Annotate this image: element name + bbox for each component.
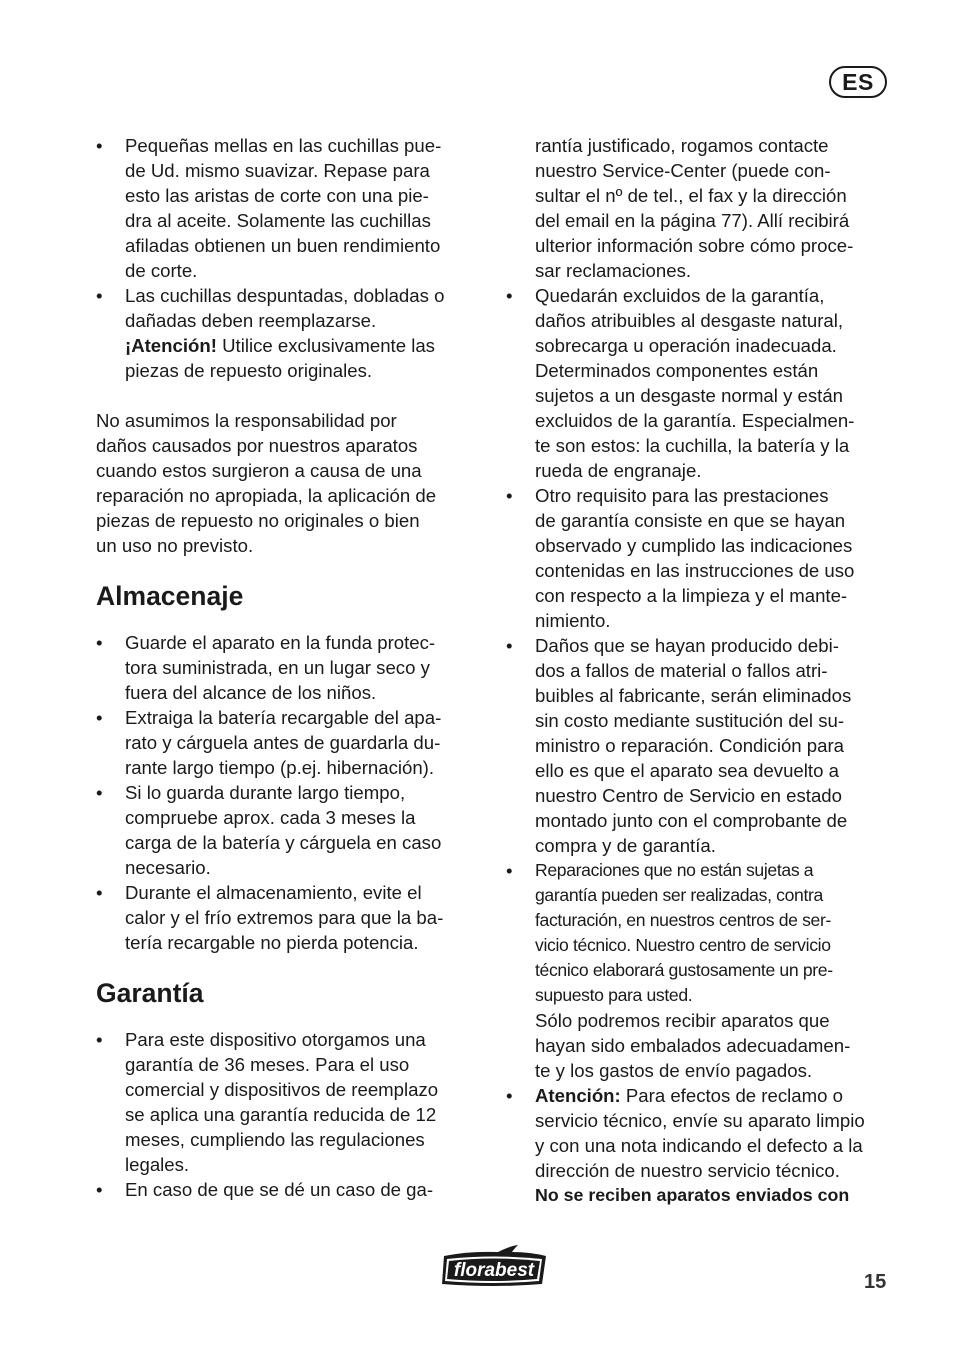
text-line: reparación no apropiada, la aplicación de <box>96 485 437 506</box>
text-line: rante largo tiempo (p.ej. hibernación). <box>125 757 435 778</box>
text-line: ello es que el aparato sea devuelto a <box>535 760 839 781</box>
text-line: de Ud. mismo suavizar. Repase para <box>125 160 430 181</box>
text-line: Utilice exclusivamente las <box>216 335 435 356</box>
right-column <box>506 133 890 1208</box>
text-line: de garantía consiste en que se hayan <box>535 510 846 531</box>
text-line: del email en la página 77). Allí recibirá <box>535 210 850 231</box>
text-line: sultar el nº de tel., el fax y la dirección <box>535 185 847 206</box>
left-column <box>96 133 478 1202</box>
text-line: un uso no previsto. <box>96 535 254 556</box>
text-line: cuando estos surgieron a causa de una <box>96 460 422 481</box>
text-line: rantía justificado, rogamos contacte <box>535 135 829 156</box>
text-line: necesario. <box>125 857 211 878</box>
list-item: • Atención: Para efectos de reclamo o servicio técnico, envíe su aparato limpio y con una nota indicando el defecto a la dirección de nuestro servicio técnico. No se reciben aparatos enviados con <box>506 1083 890 1208</box>
text-line: supuesto para usted. <box>535 985 693 1005</box>
language-badge <box>829 66 887 98</box>
text-line: buibles al fabricante, serán eliminados <box>535 685 852 706</box>
heading-warranty: Garantía <box>96 978 204 1008</box>
text-line: daños atribuibles al desgaste natural, <box>535 310 844 331</box>
list-item: • Guarde el aparato en la funda protec- tora suministrada, en un lugar seco y fuera del alcance de los niños. <box>96 630 478 705</box>
text-line: afiladas obtienen un buen rendimiento <box>125 235 441 256</box>
text-line: tora suministrada, en un lugar seco y <box>125 657 430 678</box>
text-line: Sólo podremos recibir aparatos que <box>535 1010 830 1031</box>
text-line: garantía de 36 meses. Para el uso <box>125 1054 410 1075</box>
text-line: No asumimos la responsabilidad por <box>96 410 397 431</box>
heading-storage: Almacenaje <box>96 581 244 611</box>
list-item: • Otro requisito para las prestaciones de garantía consiste en que se hayan observado y cumplido las indicaciones contenidas en las instrucciones de uso con respecto a la limpieza y el mante- nimiento. <box>506 483 890 633</box>
text-line: rato y cárguela antes de guardarla du- <box>125 732 441 753</box>
text-line: sujetos a un desgaste normal y están <box>535 385 844 406</box>
text-line: dos a fallos de material o fallos atri- <box>535 660 828 681</box>
text-line: garantía pueden ser realizadas, contra <box>535 885 823 905</box>
logo-text: florabest <box>453 1260 535 1281</box>
text-line: piezas de repuesto no originales o bien <box>96 510 420 531</box>
attention-label: ¡Atención! <box>125 335 217 356</box>
text-line: En caso de que se dé un caso de ga- <box>125 1179 434 1200</box>
text-line: técnico elaborará gustosamente un pre- <box>535 960 833 980</box>
text-line: calor y el frío extremos para que la ba- <box>125 907 444 928</box>
text-line: Las cuchillas despuntadas, dobladas o <box>125 285 445 306</box>
text-line: Pequeñas mellas en las cuchillas pue- <box>125 135 442 156</box>
florabest-logo <box>438 1244 550 1288</box>
text-line: Para este dispositivo otorgamos una <box>125 1029 426 1050</box>
text-line: nuestro Centro de Servicio en estado <box>535 785 842 806</box>
text-line: servicio técnico, envíe su aparato limpio <box>535 1110 865 1131</box>
text-line: piezas de repuesto originales. <box>125 360 373 381</box>
list-item: • En caso de que se dé un caso de ga- <box>96 1177 478 1202</box>
text-line: de corte. <box>125 260 198 281</box>
text-line: dirección de nuestro servicio técnico. <box>535 1160 840 1181</box>
text-line: sar reclamaciones. <box>535 260 692 281</box>
text-line: daños causados por nuestros aparatos <box>96 435 418 456</box>
text-line: observado y cumplido las indicaciones <box>535 535 853 556</box>
text-line: hayan sido embalados adecuadamen- <box>535 1035 851 1056</box>
text-line: Reparaciones que no están sujetas a <box>535 860 814 880</box>
text-line: excluidos de la garantía. Especialmen- <box>535 410 855 431</box>
text-line: Quedarán excluidos de la garantía, <box>535 285 825 306</box>
continued-item <box>506 133 890 283</box>
text-line: nimiento. <box>535 610 611 631</box>
text-line: vicio técnico. Nuestro centro de servicio <box>535 935 831 955</box>
text-line: tería recargable no pierda potencia. <box>125 932 419 953</box>
list-item: • Extraiga la batería recargable del apa- rato y cárguela antes de guardarla du- rante largo tiempo (p.ej. hibernación). <box>96 705 478 780</box>
text-line: dra al aceite. Solamente las cuchillas <box>125 210 431 231</box>
text-line: facturación, en nuestros centros de ser- <box>535 910 832 930</box>
text-line: meses, cumpliendo las regulaciones <box>125 1129 425 1150</box>
list-item: • Durante el almacenamiento, evite el calor y el frío extremos para que la ba- tería recargable no pierda potencia. <box>96 880 478 955</box>
bold-text-line: No se reciben aparatos enviados con <box>535 1185 850 1205</box>
liability-paragraph <box>96 408 478 558</box>
text-line: dañadas deben reemplazarse. <box>125 310 377 331</box>
text-line: Determinados componentes están <box>535 360 819 381</box>
text-line: se aplica una garantía reducida de 12 <box>125 1104 437 1125</box>
text-line: Daños que se hayan producido debi- <box>535 635 839 656</box>
list-item: • Quedarán excluidos de la garantía, daños atribuibles al desgaste natural, sobrecarga u operación inadecuada. Determinados componentes están sujetos a un desgaste normal y están excluidos de la garantía. Especialmen- te son estos: la cuchilla, la batería y la rueda de engranaje. <box>506 283 890 483</box>
text-line: carga de la batería y cárguela en caso <box>125 832 442 853</box>
text-line: contenidas en las instrucciones de uso <box>535 560 855 581</box>
attention-label: Atención: <box>535 1085 621 1106</box>
text-line: Extraiga la batería recargable del apa- <box>125 707 442 728</box>
text-line: Para efectos de reclamo o <box>620 1085 843 1106</box>
text-line: sin costo mediante sustitución del su- <box>535 710 845 731</box>
list-item: • Pequeñas mellas en las cuchillas pue- de Ud. mismo suavizar. Repase para esto las aristas de corte con una pie- dra al aceite. Solamente las cuchillas afiladas obtienen un buen rendimiento de corte. <box>96 133 478 283</box>
text-line: montado junto con el comprobante de <box>535 810 848 831</box>
text-line: Si lo guarda durante largo tiempo, <box>125 782 406 803</box>
list-item: • Las cuchillas despuntadas, dobladas o dañadas deben reemplazarse. ¡Atención! Utilice exclusivamente las piezas de repuesto originales. <box>96 283 478 383</box>
text-line: compra y de garantía. <box>535 835 716 856</box>
text-line: ulterior información sobre cómo proce- <box>535 235 854 256</box>
text-line: compruebe aprox. cada 3 meses la <box>125 807 416 828</box>
text-line: Durante el almacenamiento, evite el <box>125 882 422 903</box>
text-line: Guarde el aparato en la funda protec- <box>125 632 436 653</box>
text-line: con respecto a la limpieza y el mante- <box>535 585 848 606</box>
text-line: te y los gastos de envío pagados. <box>535 1060 813 1081</box>
list-item: • Reparaciones que no están sujetas a garantía pueden ser realizadas, contra facturación, en nuestros centros de ser- vicio técnico. Nuestro centro de servicio técnico elaborará gustosamente un pre- supuesto para usted. Sólo podremos recibir aparatos que hayan sido embalados adecuadamen- te y los gastos de envío pagados. <box>506 858 890 1083</box>
text-line: comercial y dispositivos de reemplazo <box>125 1079 439 1100</box>
text-line: nuestro Service-Center (puede con- <box>535 160 831 181</box>
text-line: ministro o reparación. Condición para <box>535 735 845 756</box>
attention-line <box>125 333 478 358</box>
text-line: te son estos: la cuchilla, la batería y la <box>535 435 850 456</box>
page-number: 15 <box>864 1271 887 1293</box>
text-line: legales. <box>125 1154 190 1175</box>
list-item: • Para este dispositivo otorgamos una garantía de 36 meses. Para el uso comercial y dispositivos de reemplazo se aplica una garantía reducida de 12 meses, cumpliendo las regulaciones legales. <box>96 1027 478 1177</box>
text-line: esto las aristas de corte con una pie- <box>125 185 429 206</box>
text-line: fuera del alcance de los niños. <box>125 682 377 703</box>
list-item: • Daños que se hayan producido debi- dos a fallos de material o fallos atri- buibles al fabricante, serán eliminados sin costo mediante sustitución del su- ministro o reparación. Condición para ello es que el aparato sea devuelto a nuestro Centro de Servicio en estado montado junto con el comprobante de compra y de garantía. <box>506 633 890 858</box>
text-line: sobrecarga u operación inadecuada. <box>535 335 837 356</box>
text-line: y con una nota indicando el defecto a la <box>535 1135 863 1156</box>
attention-line <box>535 1083 890 1108</box>
language-code: ES <box>842 68 874 95</box>
list-item: • Si lo guarda durante largo tiempo, compruebe aprox. cada 3 meses la carga de la batería y cárguela en caso necesario. <box>96 780 478 880</box>
text-line: Otro requisito para las prestaciones <box>535 485 829 506</box>
text-line: rueda de engranaje. <box>535 460 702 481</box>
